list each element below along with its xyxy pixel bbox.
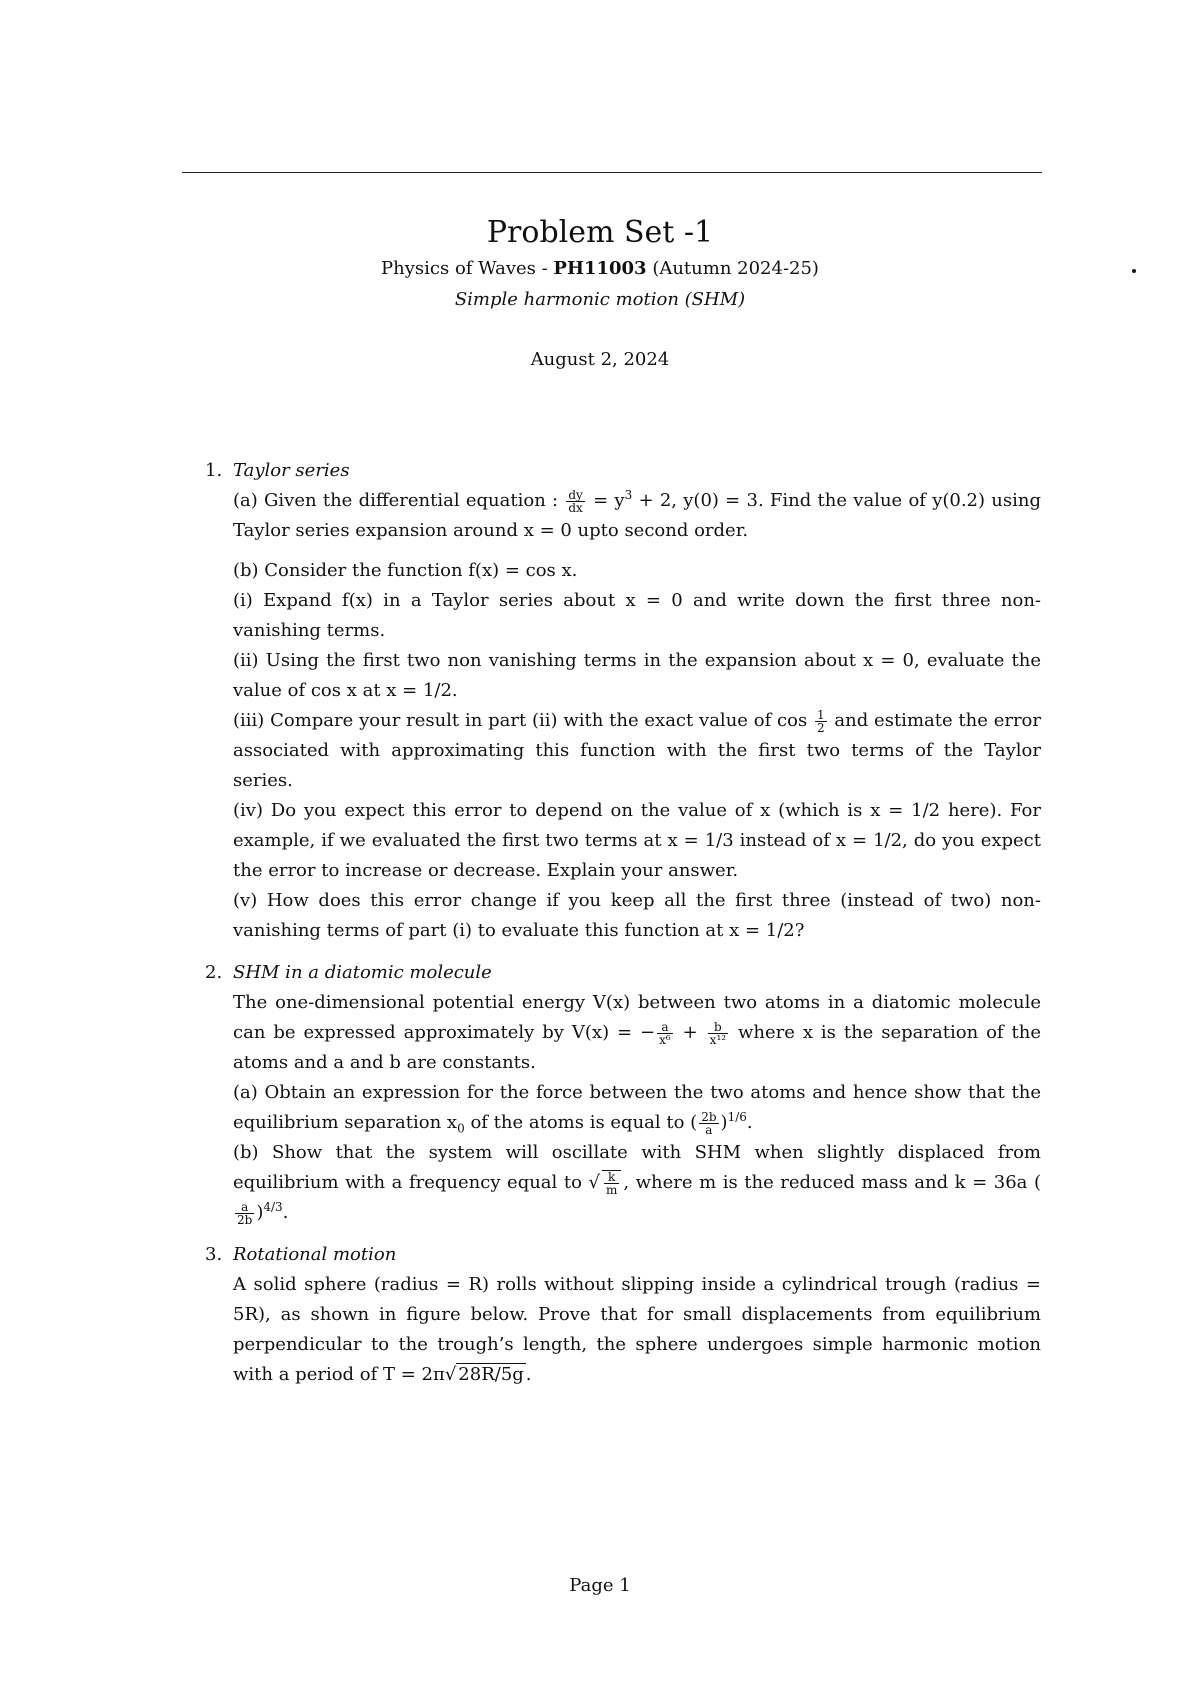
- part-iii: (iii) Compare your result in part (ii) with the exact value of cos $\frac{1}{2}$ and estimate the error associated with approximating this function with the first two terms of the Taylor series.: [233, 707, 1041, 791]
- part-a: (a) Given the differential equation : $\frac{dy}{dx}$ = $y^3 + 2$, y(0) = 3. Find the value of y(0.2) using Taylor series expansion around x = 0 upto second order.: [233, 487, 1041, 541]
- sqrt-expression: 28R/5g: [458, 1364, 524, 1385]
- fraction: $\frac{a}{\text{x⁶}}$: [659, 1019, 671, 1047]
- fraction: $\frac{dy}{dx}$: [568, 487, 583, 515]
- problem-3: [205, 1240, 1041, 1390]
- page-number: Page 1: [569, 1575, 631, 1596]
- topic-line: Simple harmonic motion (SHM): [454, 289, 746, 310]
- part-a: (a) Obtain an expression for the force between the two atoms and hence show that the equilibrium separation $x_0$ of the atoms is equal to ( $\frac{2b}{a}$ )$^{1/6}$.: [233, 1082, 1041, 1137]
- document-title: Problem Set -1: [486, 215, 714, 250]
- fraction: $\frac{b}{\text{x¹²}}$: [709, 1019, 727, 1047]
- document-date: August 2, 2024: [530, 349, 670, 370]
- course-term: (Autumn 2024-25): [646, 258, 819, 279]
- problem-1: [205, 456, 1041, 946]
- course-line: [0, 258, 1200, 279]
- course-code: PH11003: [553, 258, 647, 279]
- part-i: (i) Expand f(x) in a Taylor series about x = 0 and write down the first three non-vanishing terms.: [233, 590, 1041, 641]
- problem-number: 1.: [205, 460, 223, 481]
- problem-number: 2.: [205, 962, 223, 983]
- problem-intro: The one-dimensional potential energy V(x) between two atoms in a diatomic molecule can be expressed approximately by V(x) = − $\frac{a}{\text{x⁶}}$ + $\frac{b}{\text{x¹²}}$ where x is the separation of the atoms and a and b are constants.: [233, 992, 1042, 1073]
- fraction: $\frac{1}{2}$: [816, 707, 825, 735]
- problem-text: A solid sphere (radius = R) rolls without slipping inside a cylindrical trough (radius = 5R), as shown in figure below. Prove that for small displacements from equilibrium perpendicular to the trough’s length, the sphere undergoes simple harmonic motion with a period of T = 2π√ 28R/5g .: [233, 1274, 1041, 1385]
- part-b: (b) Show that the system will oscillate with SHM when slightly displaced from equilibrium with a frequency equal to √ $\frac{k}{m}$ , where m is the reduced mass and k = 36a ( $\frac{a}{2b}$ )$^{4/3}$.: [233, 1142, 1041, 1227]
- part-b: (b) Consider the function f(x) = cos x.: [233, 560, 578, 581]
- problem-heading: SHM in a diatomic molecule: [233, 962, 492, 983]
- sqrt-fraction: $\frac{k}{m}$: [602, 1170, 621, 1196]
- fraction: $\frac{a}{2b}$: [237, 1199, 253, 1227]
- part-iv: (iv) Do you expect this error to depend on the value of x (which is x = 1/2 here). For example, if we evaluated the first two terms at x = 1/3 instead of x = 1/2, do you expect the error to increase or decrease. Explain your answer.: [233, 800, 1041, 881]
- problem-2: [205, 958, 1042, 1228]
- fraction: $\frac{2b}{a}$: [701, 1109, 717, 1137]
- problem-number: 3.: [205, 1244, 223, 1265]
- part-ii: (ii) Using the first two non vanishing terms in the expansion about x = 0, evaluate the value of cos x at x = 1/2.: [233, 650, 1041, 701]
- problem-heading: Rotational motion: [233, 1244, 397, 1265]
- problem-heading: Taylor series: [233, 460, 350, 481]
- problem-list: [205, 456, 1042, 1402]
- header-rule: [182, 172, 1042, 173]
- part-v: (v) How does this error change if you keep all the first three (instead of two) non-vanishing terms of part (i) to evaluate this function at x = 1/2?: [233, 890, 1041, 941]
- course-name: Physics of Waves -: [381, 258, 554, 279]
